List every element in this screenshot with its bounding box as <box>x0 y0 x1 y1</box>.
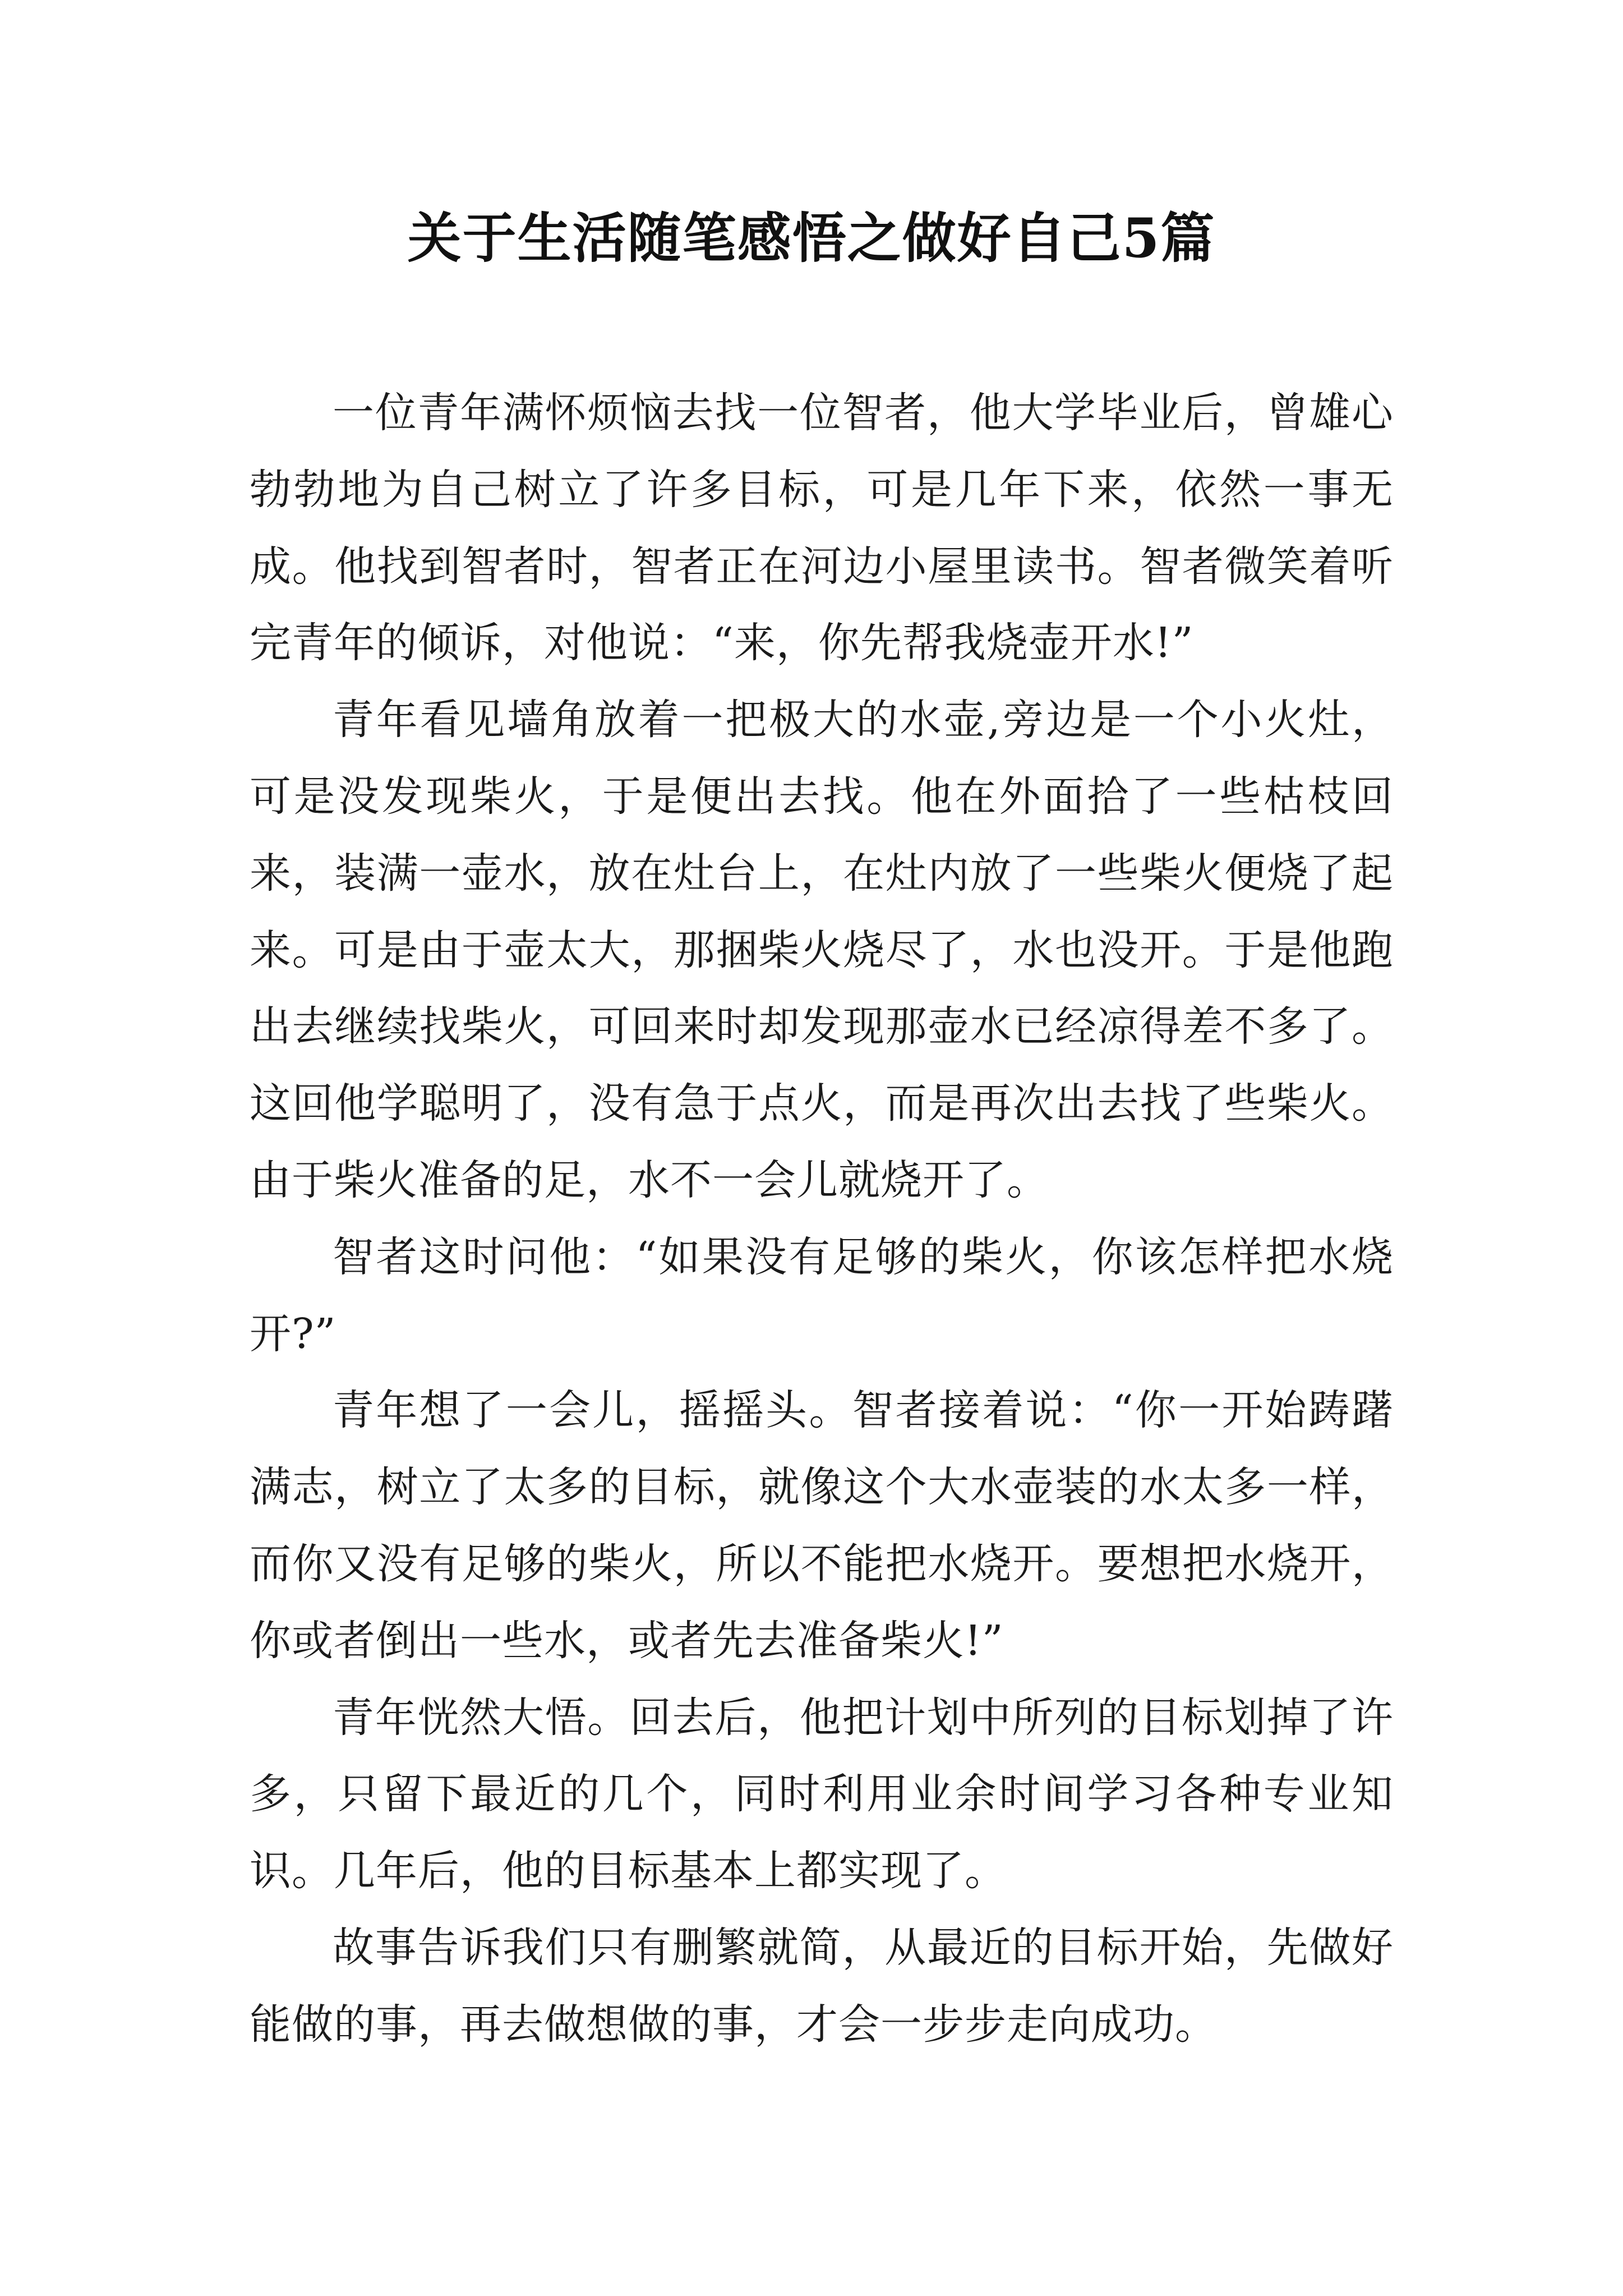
paragraph-1: 一位青年满怀烦恼去找一位智者，他大学毕业后，曾雄心勃勃地为自己树立了许多目标，可是几年下来，依然一事无成。他找到智者时，智者正在河边小屋里读书。智者微笑着听完青年的倾诉，对他说：“来，你先帮我烧壶开水!” <box>250 389 1394 668</box>
document-body <box>250 375 1394 2063</box>
paragraph-4: 青年想了一会儿，摇摇头。智者接着说：“你一开始踌躇满志，树立了太多的目标，就像这个大水壶装的水太多一样，而你又没有足够的柴火，所以不能把水烧开。要想把水烧开，你或者倒出一些水，或者先去准备柴火!” <box>250 1386 1394 1665</box>
document-title: 关于生活随笔感悟之做好自己5篇 <box>407 206 1216 270</box>
paragraph-5: 青年恍然大悟。回去后，他把计划中所列的目标划掉了许多，只留下最近的几个，同时利用业余时间学习各种专业知识。几年后，他的目标基本上都实现了。 <box>250 1693 1394 1895</box>
paragraph-2: 青年看见墙角放着一把极大的水壶,旁边是一个小火灶，可是没发现柴火，于是便出去找。他在外面拾了一些枯枝回来，装满一壶水，放在灶台上，在灶内放了一些柴火便烧了起来。可是由于壶太大，那捆柴火烧尽了，水也没开。于是他跑出去继续找柴火，可回来时却发现那壶水已经凉得差不多了。这回他学聪明了，没有急于点火，而是再次出去找了些柴火。由于柴火准备的足，水不一会儿就烧开了。 <box>250 696 1394 1204</box>
paragraph-6: 故事告诉我们只有删繁就简，从最近的目标开始，先做好能做的事，再去做想做的事，才会一步步走向成功。 <box>250 1923 1394 2049</box>
paragraph-3: 智者这时问他：“如果没有足够的柴火，你该怎样把水烧开?” <box>250 1232 1394 1358</box>
